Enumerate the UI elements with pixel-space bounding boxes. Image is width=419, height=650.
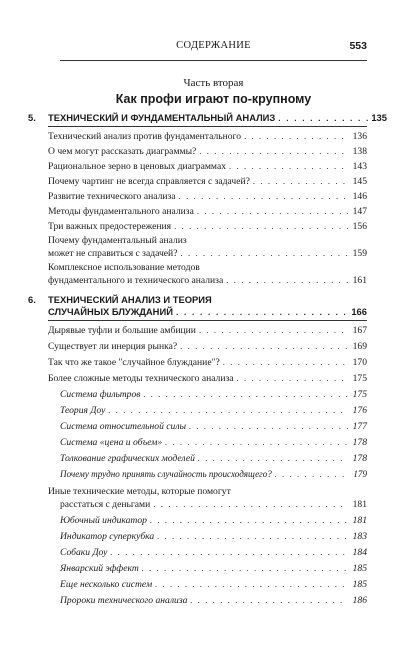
dot-leader: [189, 420, 348, 432]
entry-title: Существует ли инерция рынка?: [48, 341, 178, 352]
chapter-title: ТЕХНИЧЕСКИЙ И ФУНДАМЕНТАЛЬНЫЙ АНАЛИЗ: [48, 112, 276, 123]
entry-title: Технический анализ против фундаментального: [48, 131, 242, 142]
toc-entry[interactable]: [48, 486, 367, 511]
chapter-rule: [48, 126, 367, 127]
toc-entry[interactable]: [48, 190, 367, 203]
entry-page: 147: [352, 206, 367, 217]
dot-leader: [176, 306, 348, 318]
toc-entry[interactable]: [48, 220, 367, 233]
toc-subentry[interactable]: [60, 436, 367, 449]
chapter-number: 5.: [28, 112, 36, 123]
entry-page: 175: [352, 389, 367, 400]
toc-subentry[interactable]: [60, 468, 367, 480]
dot-leader: [198, 452, 348, 464]
entry-page: 145: [352, 176, 367, 187]
entry-title: Методы фундаментального анализа: [48, 206, 194, 217]
entry-page: 181: [352, 499, 367, 510]
toc-entry[interactable]: [48, 356, 367, 369]
subentry-title: Почему трудно принять случайность происходящего?: [60, 469, 272, 479]
entry-title: Почему чартинг не всегда справляется с задачей?: [48, 176, 250, 187]
entry-title-line2: расстаться с деньгами: [60, 499, 151, 510]
subentry-title: Теория Доу: [60, 405, 106, 416]
dot-leader: [143, 388, 348, 400]
dot-leader: [108, 404, 348, 416]
entry-page: 177: [352, 421, 367, 432]
dot-leader: [244, 130, 348, 142]
entry-page: 156: [352, 221, 367, 232]
entry-page: 186: [352, 595, 367, 606]
entry-page: 178: [352, 453, 367, 464]
toc-subentry[interactable]: [60, 546, 367, 559]
entry-title: О чем могут рассказать диаграммы?: [48, 146, 197, 157]
dot-leader: [165, 436, 348, 448]
chapter-page: 135: [371, 112, 387, 123]
entry-page: 175: [352, 373, 367, 384]
toc-entry[interactable]: [48, 324, 367, 337]
chapter-rule: [48, 320, 367, 321]
subentry-title: Январский эффект: [60, 563, 139, 574]
toc-subentry[interactable]: [60, 420, 367, 433]
subentry-title: Система фильтров: [60, 389, 141, 400]
chapter-page: 166: [351, 306, 367, 317]
running-header-title: СОДЕРЖАНИЕ: [176, 40, 251, 51]
toc-entry[interactable]: [48, 130, 367, 143]
subentry-title: Индикатор суперкубка: [60, 531, 155, 542]
entry-title: Более сложные методы технического анализа: [48, 373, 234, 384]
page-number: 553: [349, 40, 367, 52]
entry-page: 185: [352, 579, 367, 590]
subentry-title: Юбочный индикатор: [60, 515, 147, 526]
dot-leader: [110, 546, 348, 558]
entry-page: 185: [352, 563, 367, 574]
toc-entry[interactable]: [48, 160, 367, 173]
chapter-title-line2: СЛУЧАЙНЫХ БЛУЖДАНИЙ: [48, 306, 173, 317]
entry-title: Так что же такое "случайное блуждание"?: [48, 357, 220, 368]
toc-entry[interactable]: [48, 262, 367, 287]
entry-page: 167: [352, 325, 367, 336]
entry-title-line2: может не справиться с задачей?: [48, 248, 178, 259]
entry-page: 176: [352, 405, 367, 416]
dot-leader: [153, 498, 348, 510]
chapter-title-line1: ТЕХНИЧЕСКИЙ АНАЛИЗ И ТЕОРИЯ: [48, 294, 212, 305]
dot-leader: [199, 324, 348, 336]
toc-entry[interactable]: [48, 235, 367, 260]
dot-leader: [174, 220, 348, 232]
entry-page: 136: [352, 131, 367, 142]
subentry-title: Толкование графических моделей: [60, 453, 195, 464]
toc-subentry[interactable]: [60, 452, 367, 465]
toc-subentry[interactable]: [60, 514, 367, 527]
toc-subentry[interactable]: [60, 388, 367, 401]
dot-leader: [223, 356, 348, 368]
part-title: Как профи играют по-крупному: [115, 92, 312, 106]
subentry-title: Пророки технического анализа: [60, 595, 188, 606]
dot-leader: [180, 247, 348, 259]
dot-leader: [150, 514, 348, 526]
subentry-title: Система «цена и объем»: [60, 437, 163, 448]
toc-entry[interactable]: [48, 205, 367, 218]
dot-leader: [199, 145, 348, 157]
running-header: [60, 40, 367, 56]
entry-title-line1: Иные технические методы, которые помогут: [48, 486, 231, 497]
entry-title: Развитие технического анализа: [48, 191, 176, 202]
entry-page: 143: [352, 161, 367, 172]
entry-page: 184: [352, 547, 367, 558]
toc-entry[interactable]: [48, 340, 367, 353]
entry-title: Дырявые туфли и большие амбиции: [48, 325, 196, 336]
toc-subentry[interactable]: [60, 562, 367, 575]
entry-page: 138: [352, 146, 367, 157]
entry-page: 178: [352, 437, 367, 448]
dot-leader: [155, 578, 348, 590]
dot-leader: [229, 160, 348, 172]
toc-entry[interactable]: [48, 372, 367, 385]
entry-title: Рациональное зерно в ценовых диаграммах: [48, 161, 226, 172]
entry-title-line1: Комплексное использование методов: [48, 262, 200, 273]
dot-leader: [278, 112, 368, 124]
entry-page: 179: [353, 469, 367, 479]
dot-leader: [237, 372, 348, 384]
entry-page: 183: [352, 531, 367, 542]
entry-page: 181: [352, 515, 367, 526]
entry-page: 169: [352, 341, 367, 352]
dot-leader: [253, 175, 348, 187]
dot-leader: [179, 190, 348, 202]
subentry-title: Система относительной силы: [60, 421, 187, 432]
dot-leader: [157, 530, 348, 542]
dot-leader: [142, 562, 348, 574]
entry-page: 170: [352, 357, 367, 368]
dot-leader: [197, 205, 348, 217]
entry-title: Три важных предостережения: [48, 221, 172, 232]
subentry-title: Еще несколько систем: [60, 579, 153, 590]
entry-title-line2: фундаментального и технического анализа: [48, 275, 224, 286]
toc-subentry[interactable]: [60, 594, 367, 607]
toc-entry[interactable]: [48, 145, 367, 158]
dot-leader: [275, 468, 348, 480]
toc-entry[interactable]: [48, 175, 367, 188]
toc-subentry[interactable]: [60, 404, 367, 417]
dot-leader: [180, 340, 348, 352]
entry-page: 161: [352, 275, 367, 286]
toc-subentry[interactable]: [60, 530, 367, 543]
part-label: Часть вторая: [183, 77, 244, 89]
dot-leader: [226, 274, 348, 286]
toc-subentry[interactable]: [60, 578, 367, 591]
subentry-title: Собаки Доу: [60, 547, 108, 558]
entry-title-line1: Почему фундаментальный анализ: [48, 235, 187, 246]
entry-page: 146: [352, 191, 367, 202]
dot-leader: [190, 594, 348, 606]
header-rule: [60, 60, 367, 61]
entry-page: 159: [352, 248, 367, 259]
chapter-number: 6.: [28, 294, 36, 305]
